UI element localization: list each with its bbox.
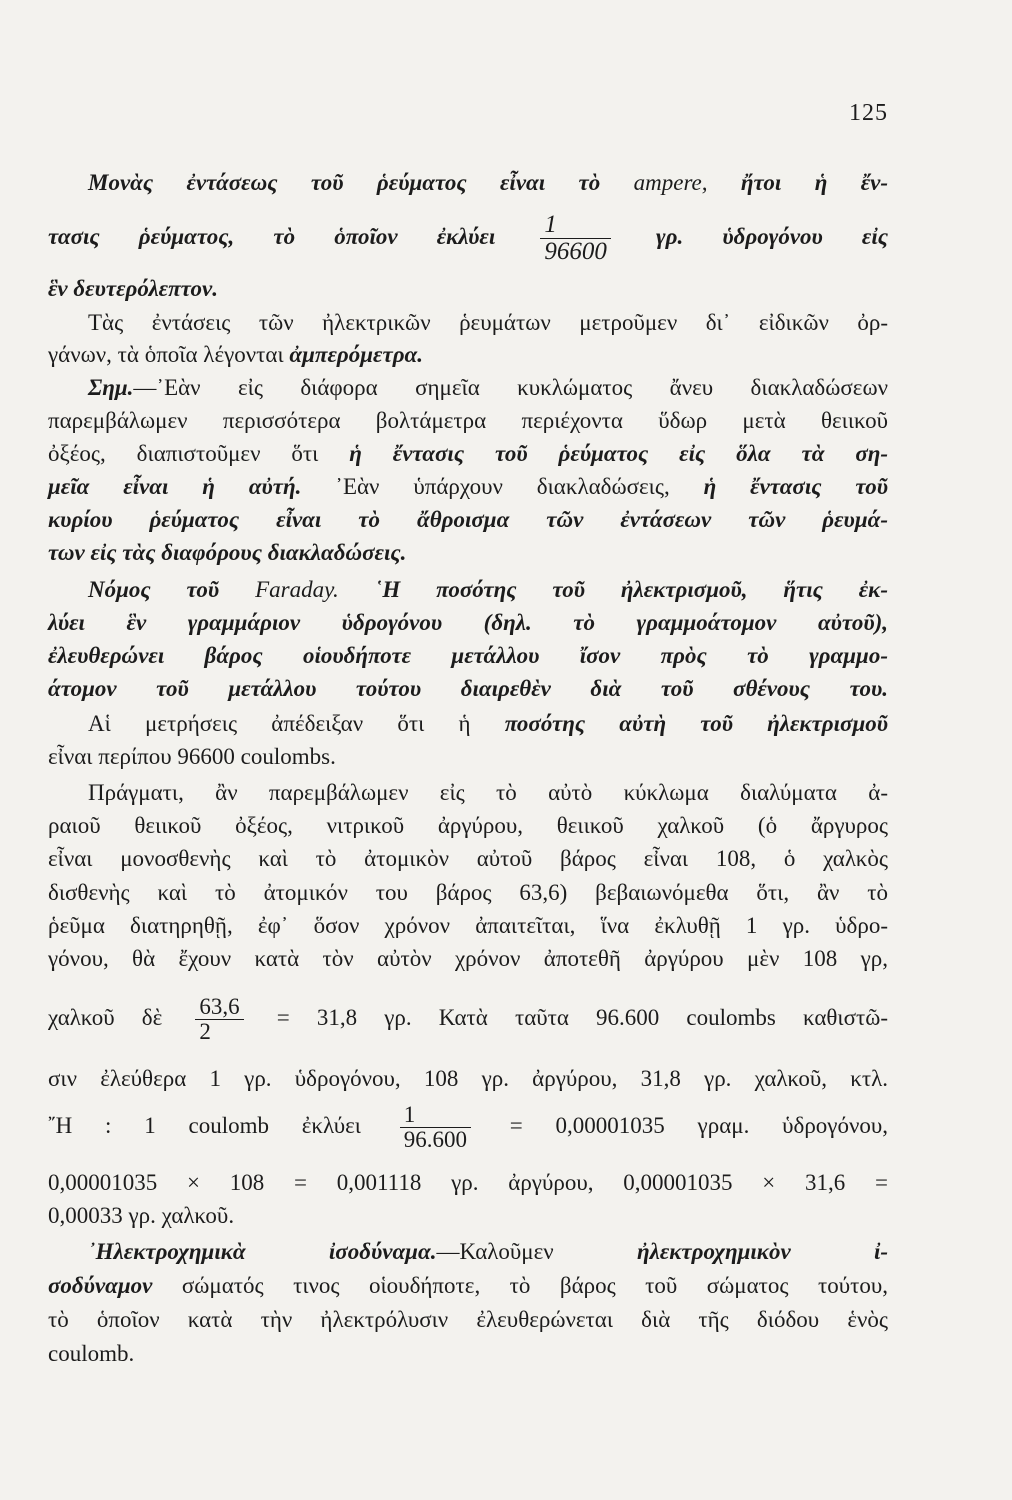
text-line: τὸ ὁποῖον κατὰ τὴν ἠλεκτρόλυσιν ἐλευθερώνεται διὰ τῆς διόδου ἑνὸς	[48, 1307, 888, 1332]
fraction-numerator: 1	[403, 1102, 416, 1128]
plain-text: = 0,00001035 γραμ. ὑδρογόνου,	[509, 1113, 889, 1138]
bold-text: μεῖα εἶναι ἡ αὐτή.	[48, 474, 302, 499]
bold-text: ᾽Ηλεκτροχημικὰ ἰσοδύναμα.	[88, 1239, 437, 1264]
bold-text: ἀμπερόμετρα.	[289, 342, 424, 367]
text-line	[48, 1271, 888, 1301]
text-line: εἶναι περίπου 96600 coulombs.	[48, 744, 336, 769]
fraction-denominator: 96.600	[400, 1127, 471, 1152]
book-page	[48, 0, 888, 1500]
text-line	[48, 709, 888, 739]
text-line: coulomb.	[48, 1341, 135, 1366]
italic-text: ampere,	[633, 170, 708, 195]
plain-text: ὀξέος, διαπιστοῦμεν ὅτι	[48, 441, 319, 466]
fraction	[400, 1103, 471, 1152]
fraction-numerator: 1	[544, 211, 557, 238]
text-line: παρεμβάλωμεν περισσότερα βολτάμετρα περιέχοντα ὕδωρ μετὰ θειικοῦ	[48, 408, 888, 433]
text-line: εἶναι μονοσθενὴς καὶ τὸ ἀτομικὸν αὐτοῦ βάρος εἶναι 108, ὁ χαλκὸς	[48, 846, 888, 871]
text-line: άτομον τοῦ μετάλλου τούτου διαιρεθὲν διὰ τοῦ σθένους του.	[48, 676, 888, 701]
text-line	[48, 575, 888, 605]
text-line	[48, 340, 888, 370]
text-line: 0,00033 γρ. χαλκοῦ.	[48, 1203, 235, 1228]
italic-text: Faraday.	[255, 577, 339, 602]
plain-text: σώματός τινος οἱουδήποτε, τὸ βάρος τοῦ σώματος τούτου,	[181, 1273, 889, 1298]
text-line: 0,00001035 × 108 = 0,001118 γρ. ἀργύρου, 0,00001035 × 31,6 =	[48, 1170, 888, 1195]
text-line	[48, 1098, 888, 1154]
bold-text: ποσότης αὐτὴ τοῦ ἠλεκτρισμοῦ	[504, 711, 889, 736]
fraction	[540, 212, 611, 266]
text-line	[48, 373, 888, 403]
text-line: λύει ἓν γραμμάριον ὑδρογόνου (δηλ. τὸ γραμμοάτομον αὐτοῦ),	[48, 610, 888, 635]
fraction-denominator: 96600	[540, 238, 611, 265]
bold-text: γρ. ὑδρογόνου εἰς	[656, 224, 889, 250]
plain-text: ᾽Εὰν ὑπάρχουν διακλαδώσεις,	[335, 474, 670, 499]
text-line	[48, 439, 888, 469]
bold-text: ἤτοι ἡ ἔν-	[740, 170, 889, 195]
plain-text: ῎Η : 1 coulomb ἐκλύει	[48, 1113, 361, 1138]
bold-text: τασις ῥεύματος, τὸ ὁποῖον ἐκλύει	[48, 224, 496, 250]
fraction	[195, 995, 243, 1044]
text-line: ἓν δευτερόλεπτον.	[48, 276, 218, 301]
text-line: ραιοῦ θειικοῦ ὀξέος, νιτρικοῦ ἀργύρου, θειικοῦ χαλκοῦ (ὁ ἄργυρος	[48, 813, 888, 838]
text-line: Τὰς ἐντάσεις τῶν ἠλεκτρικῶν ῥευμάτων μετροῦμεν δι᾽ εἰδικῶν ὀρ-	[88, 310, 888, 335]
plain-text: χαλκοῦ δὲ	[48, 1005, 163, 1030]
plain-text: —᾽Εὰν εἰς διάφορα σημεῖα κυκλώματος ἄνευ διακλαδώσεων	[133, 375, 888, 400]
bold-text: Μονὰς ἐντάσεως τοῦ ῥεύματος εἶναι τὸ	[88, 170, 601, 195]
text-line	[48, 472, 888, 502]
text-line: Πράγματι, ἂν παρεμβάλωμεν εἰς τὸ αὐτὸ κύκλωμα διαλύματα ἀ-	[88, 780, 888, 805]
bold-text: Σημ.	[88, 375, 134, 400]
plain-text: = 31,8 γρ. Κατὰ ταῦτα 96.600 coulombs καθιστῶ-	[276, 1005, 889, 1030]
text-line: ἐλευθερώνει βάρος οἱουδήποτε μετάλλου ἴσον πρὸς τὸ γραμμο-	[48, 643, 888, 668]
text-line: κυρίου ῥεύματος εἶναι τὸ ἄθροισμα τῶν ἐντάσεων τῶν ῥευμά-	[48, 507, 888, 532]
text-line: δισθενὴς καὶ τὸ ἀτομικόν του βάρος 63,6) βεβαιωνόμεθα ὅτι, ἂν τὸ	[48, 880, 888, 905]
bold-text: ἡ ἔντασις τοῦ	[703, 474, 889, 499]
plain-text: Αἱ μετρήσεις ἀπέδειξαν ὅτι ἡ	[88, 711, 471, 736]
bold-text: ἠλεκτροχημικὸν ἰ-	[636, 1239, 888, 1264]
text-line	[48, 168, 888, 198]
text-line: ῥεῦμα διατηρηθῇ, ἐφ᾽ ὅσον χρόνον ἀπαιτεῖται, ἵνα ἐκλυθῇ 1 γρ. ὑδρο-	[48, 913, 888, 938]
bold-text: Νόμος τοῦ	[88, 577, 220, 602]
fraction-denominator: 2	[195, 1019, 243, 1044]
page-number: 125	[849, 100, 888, 126]
text-line: σιν ἐλεύθερα 1 γρ. ὑδρογόνου, 108 γρ. ἀργύρου, 31,8 γρ. χαλκοῦ, κτλ.	[48, 1066, 888, 1091]
plain-text: γάνων, τὰ ὁποῖα λέγονται	[48, 342, 284, 367]
bold-text: σοδύναμον	[48, 1273, 153, 1298]
text-line	[48, 1237, 888, 1267]
fraction-numerator: 63,6	[199, 994, 240, 1020]
text-line: γόνου, θὰ ἔχουν κατὰ τὸν αὐτὸν χρόνον ἀποτεθῆ ἀργύρου μὲν 108 γρ,	[48, 946, 888, 971]
text-line: των εἰς τὰς διαφόρους διακλαδώσεις.	[48, 540, 407, 565]
bold-text: ἡ ἔντασις τοῦ ῥεύματος εἰς ὅλα τὰ ση-	[349, 441, 889, 466]
bold-text: ῾Η ποσότης τοῦ ἠλεκτρισμοῦ, ἥτις ἐκ-	[374, 577, 889, 602]
text-line	[48, 990, 888, 1046]
text-line	[48, 212, 888, 266]
plain-text: —Καλοῦμεν	[436, 1239, 554, 1264]
